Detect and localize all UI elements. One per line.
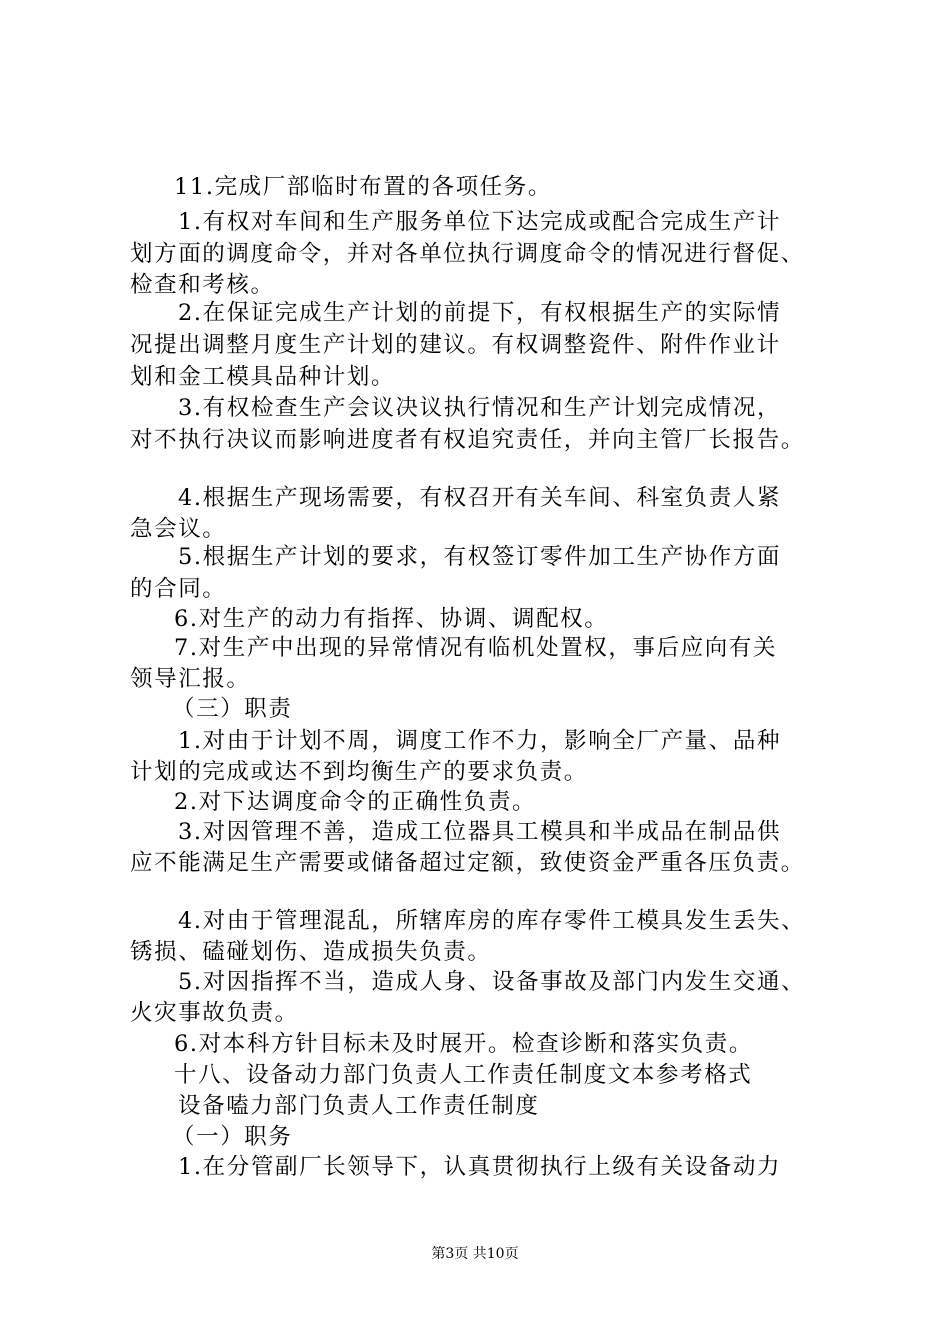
text-line: 1.有权对车间和生产服务单位下达完成或配合完成生产计 bbox=[178, 209, 782, 235]
section-heading: （一）职务 bbox=[172, 1124, 293, 1150]
text-line: 3.有权检查生产会议决议执行情况和生产计划完成情况， bbox=[178, 395, 782, 421]
text-line: 领导汇报。 bbox=[130, 666, 251, 692]
text-line: 2.对下达调度命令的正确性负责。 bbox=[174, 789, 537, 815]
text-line: 1.对由于计划不周，调度工作不力，影响全厂产量、品种 bbox=[178, 728, 782, 754]
text-line: 2.在保证完成生产计划的前提下，有权根据生产的实际情 bbox=[178, 300, 782, 326]
text-line: 的合同。 bbox=[130, 576, 227, 602]
text-line: 6.对本科方针目标未及时展开。检查诊断和落实负责。 bbox=[174, 1031, 753, 1057]
text-line: 4.对由于管理混乱，所辖库房的库存零件工模具发生丢失、 bbox=[178, 908, 806, 934]
text-line: 检查和考核。 bbox=[130, 272, 275, 298]
text-line: 6.对生产的动力有指挥、协调、调配权。 bbox=[174, 606, 609, 632]
text-line: 应不能满足生产需要或储备超过定额，致使资金严重各压负责。 bbox=[130, 850, 805, 876]
section-heading: （三）职责 bbox=[172, 696, 293, 722]
text-line: 7.对生产中出现的异常情况有临机处置权，事后应向有关 bbox=[174, 635, 778, 661]
text-line: 计划的完成或达不到均衡生产的要求负责。 bbox=[130, 759, 588, 785]
text-line: 对不执行决议而影响进度者有权追究责任，并向主管厂长报告。 bbox=[130, 427, 805, 453]
text-line: 11.完成厂部临时布置的各项任务。 bbox=[174, 174, 552, 200]
text-line: 锈损、磕碰划伤、造成损失负责。 bbox=[130, 939, 492, 965]
text-line: 划和金工模具品种计划。 bbox=[130, 364, 396, 390]
text-line: 火灾事故负责。 bbox=[130, 1000, 299, 1026]
text-line: 划方面的调度命令，并对各单位执行调度命令的情况进行督促、 bbox=[130, 241, 805, 267]
text-line: 4.根据生产现场需要，有权召开有关车间、科室负责人紧 bbox=[178, 485, 782, 511]
text-line: 急会议。 bbox=[130, 516, 227, 542]
text-line: 3.对因管理不善，造成工位器具工模具和半成品在制品供 bbox=[178, 819, 782, 845]
text-line: 1.在分管副厂长领导下，认真贯彻执行上级有关设备动力 bbox=[178, 1154, 782, 1180]
text-line: 5.对因指挥不当，造成人身、设备事故及部门内发生交通、 bbox=[178, 969, 806, 995]
section-heading: 十八、设备动力部门负责人工作责任制度文本参考格式 bbox=[174, 1062, 753, 1088]
text-line: 况提出调整月度生产计划的建议。有权调整瓷件、附件作业计 bbox=[130, 332, 781, 358]
page-number: 第3页 共10页 bbox=[431, 1246, 519, 1262]
section-heading: 设备嗑力部门负责人工作责任制度 bbox=[178, 1093, 540, 1119]
text-line: 5.根据生产计划的要求，有权签订零件加工生产协作方面 bbox=[178, 544, 782, 570]
